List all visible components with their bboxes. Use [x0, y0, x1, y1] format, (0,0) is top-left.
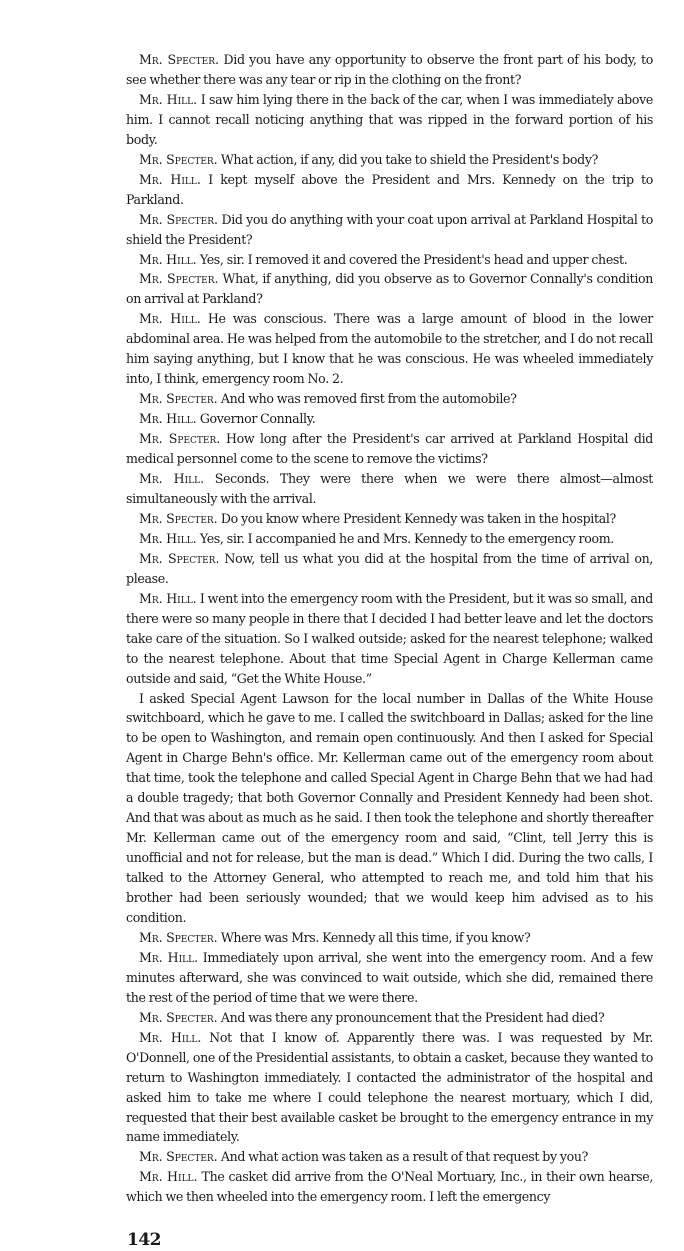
speaker-name: Mr. Specter.	[139, 391, 218, 407]
transcript-paragraph	[126, 250, 653, 270]
paragraph-text: He was conscious. There was a large amount of blood in the lower abdominal area. He was helped from the automobile to the stretcher, and I do not recall him saying anything, but I know that he was conscious. He was wheeled immediately into, I think, emergency room No. 2.	[126, 311, 653, 387]
transcript-paragraph	[126, 529, 653, 549]
paragraph-text: Not that I know of. Apparently there was. I was requested by Mr. O'Donnell, one of the Presidential assistants, to obtain a casket, because they wanted to return to Washington immediately. I contacted the administrator of the hospital and asked him to take me where I could telephone the nearest mortuary, which I did, requested that their best available casket be brought to the emergency entrance in my name immediately.	[126, 1029, 653, 1145]
transcript-paragraph	[126, 50, 653, 90]
transcript-paragraph	[126, 1147, 653, 1167]
paragraph-text: Seconds. They were there when we were there almost—almost simultaneously with the arrival.	[126, 471, 653, 506]
transcript-paragraph	[126, 469, 653, 509]
paragraph-text: Do you know where President Kennedy was taken in the hospital?	[217, 510, 616, 526]
transcript-paragraph	[126, 150, 653, 170]
speaker-name: Mr. Specter.	[139, 1149, 218, 1165]
paragraph-text: And who was removed first from the automobile?	[217, 391, 517, 407]
speaker-name: Mr. Specter.	[139, 211, 218, 227]
transcript-paragraph	[126, 948, 653, 1008]
paragraph-text: What, if anything, did you observe as to Governor Connally's condition on arrival at Parkland?	[126, 271, 654, 307]
speaker-name: Mr. Hill.	[139, 91, 198, 107]
transcript-paragraph	[126, 170, 653, 210]
transcript-paragraph	[126, 1028, 653, 1148]
paragraph-text: Did you have any opportunity to observe the front part of his body, to see whether there was any tear or rip in the clothing on the front?	[126, 52, 654, 87]
transcript-paragraph	[126, 589, 653, 689]
transcript-paragraph	[126, 1008, 653, 1028]
speaker-name: Mr. Hill.	[139, 411, 197, 427]
speaker-name: Mr. Specter.	[139, 431, 221, 447]
speaker-name: Mr. Specter.	[139, 550, 220, 566]
transcript-paragraph	[126, 509, 653, 529]
transcript-paragraph	[126, 429, 653, 469]
paragraph-text: I kept myself above the President and Mrs. Kennedy on the trip to Parkland.	[126, 171, 653, 207]
transcript-paragraph	[126, 689, 653, 928]
paragraph-text: Yes, sir. I removed it and covered the President's head and upper chest.	[196, 251, 628, 267]
speaker-name: Mr. Hill.	[139, 530, 197, 546]
transcript-paragraph	[126, 309, 653, 389]
page-number: 142	[127, 1230, 161, 1251]
speaker-name: Mr. Hill.	[139, 471, 205, 487]
paragraph-text: I saw him lying there in the back of the car, when I was immediately above him. I cannot recall noticing anything that was ripped in the forward portion of his body.	[126, 91, 653, 147]
paragraph-text: I went into the emergency room with the President, but it was so small, and there were so many people in there that I decided I had better leave and let the doctors take care of the situation. So I walked outside; asked for the nearest telephone; walked to the nearest telephone. About that time Special Agent in Charge Kellerman came outside and said, “Get the White House.”	[126, 590, 653, 686]
speaker-name: Mr. Hill.	[139, 590, 197, 606]
speaker-name: Mr. Hill.	[139, 1169, 198, 1185]
speaker-name: Mr. Specter.	[139, 52, 220, 67]
speaker-name: Mr. Specter.	[139, 929, 218, 945]
transcript-paragraph	[126, 389, 653, 409]
speaker-name: Mr. Hill.	[139, 311, 201, 327]
speaker-name: Mr. Specter.	[139, 151, 218, 167]
document-sheet	[126, 50, 653, 1251]
speaker-name: Mr. Specter.	[139, 271, 219, 287]
transcript-paragraph	[126, 90, 653, 150]
paragraph-text: Now, tell us what you did at the hospital from the time of arrival on, please.	[126, 550, 654, 586]
speaker-name: Mr. Hill.	[139, 949, 199, 965]
paragraph-text: And was there any pronouncement that the President had died?	[217, 1009, 605, 1025]
paragraph-text: How long after the President's car arrived at Parkland Hospital did medical personnel come to the scene to remove the victims?	[126, 431, 653, 467]
paragraph-text: Immediately upon arrival, she went into the emergency room. And a few minutes afterward, she was convinced to wait outside, which she did, remained there the rest of the period of time that we were there.	[126, 949, 653, 1005]
paragraph-text: Governor Connally.	[196, 411, 316, 427]
speaker-name: Mr. Hill.	[139, 171, 201, 187]
paragraph-text: The casket did arrive from the O'Neal Mortuary, Inc., in their own hearse, which we then wheeled into the emergency room. I left the emergency	[126, 1169, 653, 1205]
paragraph-text: What action, if any, did you take to shield the President's body?	[217, 151, 598, 167]
document-page	[126, 50, 653, 1207]
transcript-paragraph	[126, 269, 653, 309]
transcript-paragraph	[126, 928, 653, 948]
transcript-paragraph	[126, 210, 653, 250]
transcript-paragraph	[126, 1167, 653, 1207]
speaker-name: Mr. Hill.	[139, 1029, 202, 1045]
transcript-paragraph	[126, 549, 653, 589]
paragraph-text: I asked Special Agent Lawson for the local number in Dallas of the White House switchboard, which he gave to me. I called the switchboard in Dallas; asked for the line to be open to Washington, and remain open continuously. And then I asked for Special Agent in Charge Behn's office. Mr. Kellerman came out of the emergency room about that time, took the telephone and called Special Agent in Charge Behn that we had had a double tragedy; that both Governor Connally and President Kennedy had been shot. And that was about as much as he said. I then took the telephone and shortly thereafter Mr. Kellerman came out of the emergency room and said, “Clint, tell Jerry this is unofficial and not for release, but the man is dead.” Which I did. During the two calls, I talked to the Attorney General, who attempted to reach me, and told him that his brother had been seriously wounded; that we would keep him advised as to his condition.	[126, 690, 653, 925]
paragraph-text: Did you do anything with your coat upon arrival at Parkland Hospital to shield the President?	[126, 211, 653, 247]
transcript-paragraph	[126, 409, 653, 429]
paragraph-text: Where was Mrs. Kennedy all this time, if you know?	[217, 929, 531, 945]
speaker-name: Mr. Hill.	[139, 251, 197, 267]
paragraph-text: Yes, sir. I accompanied he and Mrs. Kennedy to the emergency room.	[196, 530, 614, 546]
paragraph-text: And what action was taken as a result of that request by you?	[217, 1149, 589, 1165]
speaker-name: Mr. Specter.	[139, 1009, 218, 1025]
speaker-name: Mr. Specter.	[139, 510, 218, 526]
